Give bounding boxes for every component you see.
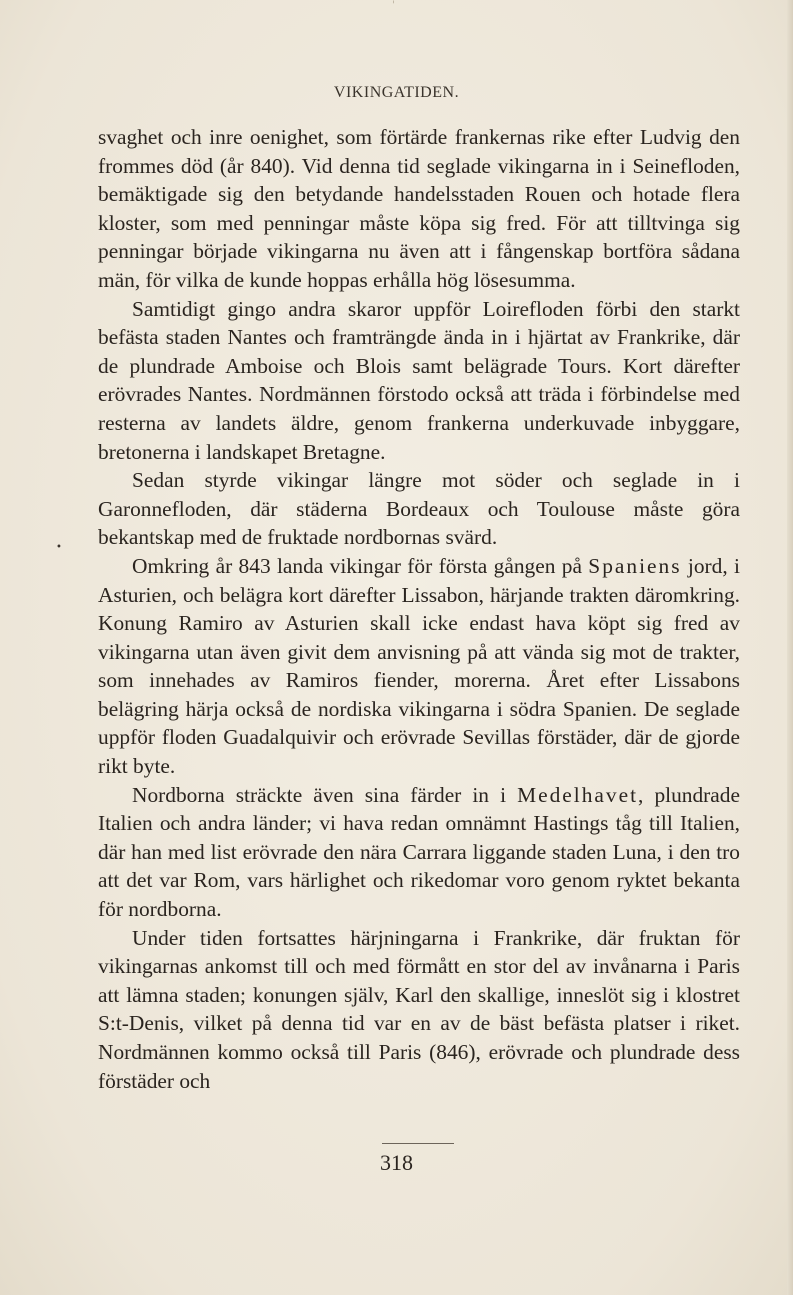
page-number: 318 (380, 1150, 413, 1175)
running-head: VIKINGATIDEN. (333, 84, 460, 101)
spaced-word-medelhavet: Medelhavet (517, 782, 639, 807)
paragraph-1: svaghet och inre oenighet, som förtärde frankernas rike efter Ludvig den frommes död (år 840). Vid denna tid seglade vikingarna in i Seinefloden, bemäktigade sig den betydande handelsstaden Rouen och hotade flera kloster, som med penningar måste köpa sig fred. För att tilltvinga sig penningar började vikingarna nu även att i fångenskap bortföra sådana män, för vilka de kunde hoppas erhålla hög lösesumma. (98, 125, 740, 292)
page-edge (787, 0, 793, 1295)
footer-rule (382, 1143, 454, 1144)
paragraph-4-before: Omkring år 843 landa vikingar för första gången på (132, 553, 589, 578)
paragraph-5-after: , plundrade Italien och andra länder; vi hava redan omnämnt Hastings tåg till Italien, där han med list erövrade den nära Carrara liggande staden Luna, i den tro att det var Rom, vars härlighet och rikedomar voro genom ryktet bekanta för nordborna. (98, 782, 740, 922)
top-mark: ' (392, 0, 395, 11)
spaced-word-spaniens: Spaniens (588, 553, 682, 578)
margin-mark: • (56, 542, 62, 553)
paragraph-4 (98, 552, 740, 781)
paragraph-6: Under tiden fortsattes härjningarna i Frankrike, där fruktan för vikingarnas ankomst till och med förmått en stor del av invånarna i Paris att lämna staden; konungen själv, Karl den skallige, inneslöt sig i klostret S:t-Denis, vilket på denna tid var en av de bäst befästa platser i riket. Nordmännen kommo också till Paris (846), erövrade och plundrade dess förstäder och (98, 925, 740, 1093)
paragraph-4-after: jord, i Asturien, och belägra kort därefter Lissabon, härjande trakten däromkring. Konung Ramiro av Asturien skall icke endast hava köpt sig fred av vikingarna utan även givit dem anvisning på att vända sig mot de trakter, som innehades av Ramiros fiender, morerna. Året efter Lissabons belägring härja också de nordiska vikingarna i södra Spanien. De seglade uppför floden Guadalquivir och erövrade Sevillas förstäder, där de gjorde rikt byte. (98, 553, 740, 779)
paragraph-2: Samtidigt gingo andra skaror uppför Loirefloden förbi den starkt befästa staden Nantes och framträngde ända in i hjärtat av Frankrike, där de plundrade Amboise och Blois samt belägrade Tours. Kort därefter erövrades Nantes. Nordmännen förstodo också att träda i förbindelse med resterna av landets äldre, genom frankerna underkuvade inbyggare, bretonerna i landskapet Bretagne. (98, 296, 740, 464)
paragraph-5-before: Nordborna sträckte även sina färder in i (132, 782, 518, 807)
paragraph-3: Sedan styrde vikingar längre mot söder och seglade in i Garonnefloden, där städerna Bordeaux och Toulouse måste göra bekantskap med de fruktade nordbornas svärd. (98, 468, 740, 550)
body-text (98, 123, 740, 1095)
paragraph-5 (98, 781, 740, 924)
